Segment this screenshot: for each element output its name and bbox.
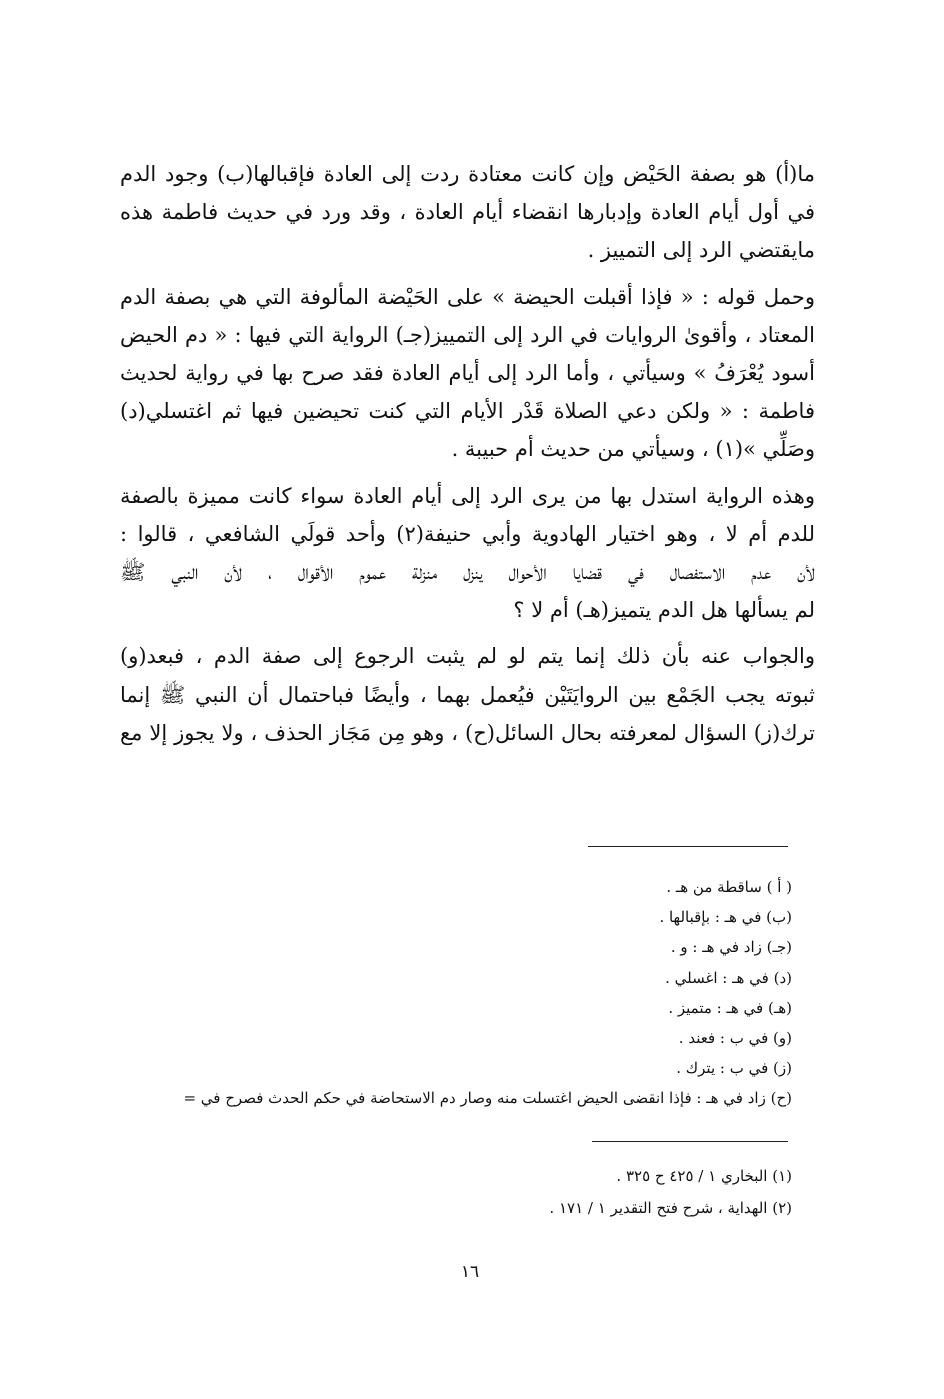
text-line: في أول أيام العادة وإدبارها انقضاء أيام العادة ، وقد ورد في حديث فاطمة هذه	[120, 200, 815, 225]
footnote: (ح) زاد في هـ : فإذا انقضى الحيض اغتسلت منه وصار دم الاستحاضة في حكم الحدث فصرح في =	[183, 1089, 792, 1108]
text-line: وهذه الرواية استدل بها من يرى الرد إلى أيام العادة سواء كانت مميزة بالصفة	[120, 483, 815, 508]
footnote: ( أ ) ساقطة من هـ .	[666, 878, 792, 896]
page-number: ١٦	[460, 1262, 480, 1282]
main-text	[120, 155, 815, 752]
footnote: (د) في هـ : اغسلي .	[665, 968, 792, 987]
text-line: المعتاد ، وأقوىٰ الروايات في الرد إلى التمييز(جـ) الرواية التي فيها : « دم الحيض	[120, 322, 815, 347]
reference-divider	[592, 1141, 788, 1142]
text-line: للدم أم لا ، وهو اختيار الهادوية وأبي حنيفة(٢) وأحد قولَي الشافعي ، قالوا :	[120, 521, 815, 546]
paragraph-3	[120, 477, 815, 630]
paragraph-1	[120, 155, 815, 270]
variant-footnotes	[122, 872, 792, 1114]
footnote-divider	[588, 846, 788, 847]
text-line: لأن عدم الاستفصال في قضايا الأحوال ينزل منزلة عموم الأقوال ، لأن النبي ﷺ	[120, 560, 815, 585]
text-line: لم يسألها هل الدم يتميز(هـ) أم لا ؟	[513, 598, 815, 623]
reference-note: (١) البخاري ١ / ٤٢٥ ح ٣٢٥ .	[616, 1167, 792, 1185]
reference-note: (٢) الهداية ، شرح فتح التقدير ١ / ١٧١ .	[549, 1199, 792, 1217]
text-line: ترك(ز) السؤال لمعرفته بحال السائل(ح) ، وهو مِن مَجَاز الحذف ، ولا يجوز إلا مع	[120, 720, 815, 745]
footnote: (هـ) في هـ : متميز .	[668, 998, 792, 1017]
text-line: ما(أ) هو بصفة الحَيْض وإن كانت معتادة ردت إلى العادة فإقبالها(ب) وجود الدم	[120, 162, 815, 186]
footnote: (و) في ب : فعند .	[678, 1029, 792, 1048]
footnote: (ب) في هـ : بإقبالها .	[659, 908, 792, 927]
footnote: (جـ) زاد في هـ : و .	[670, 938, 792, 957]
paragraph-2	[120, 278, 815, 469]
text-line: مايقتضي الرد إلى التمييز .	[587, 238, 815, 263]
paragraph-4	[120, 637, 815, 752]
reference-footnotes	[392, 1160, 792, 1224]
text-line: فاطمة : « ولكن دعي الصلاة قَدْر الأيام التي كنت تحيضين فيها ثم اغتسلي(د)	[120, 399, 815, 424]
footnote: (ز) في ب : يترك .	[676, 1059, 792, 1078]
text-line: والجواب عنه بأن ذلك إنما يتم لو لم يثبت الرجوع إلى صفة الدم ، فبعد(و)	[120, 644, 815, 669]
text-line: وصَلِّي »(١) ، وسيأتي من حديث أم حبيبة .	[451, 437, 815, 462]
text-line: ثبوته يجب الجَمْع بين الروايَتَيْن فيُعمل بهما ، وأيضًا فباحتمال أن النبي ﷺ إنما	[120, 682, 815, 707]
text-line: أسود يُعْرَفُ » وسيأتي ، وأما الرد إلى أيام العادة فقد صرح بها في رواية لحديث	[120, 361, 815, 386]
text-line: وحمل قوله : « فإذا أقبلت الحيضة » على الحَيْضة المألوفة التي هي بصفة الدم	[120, 284, 815, 309]
